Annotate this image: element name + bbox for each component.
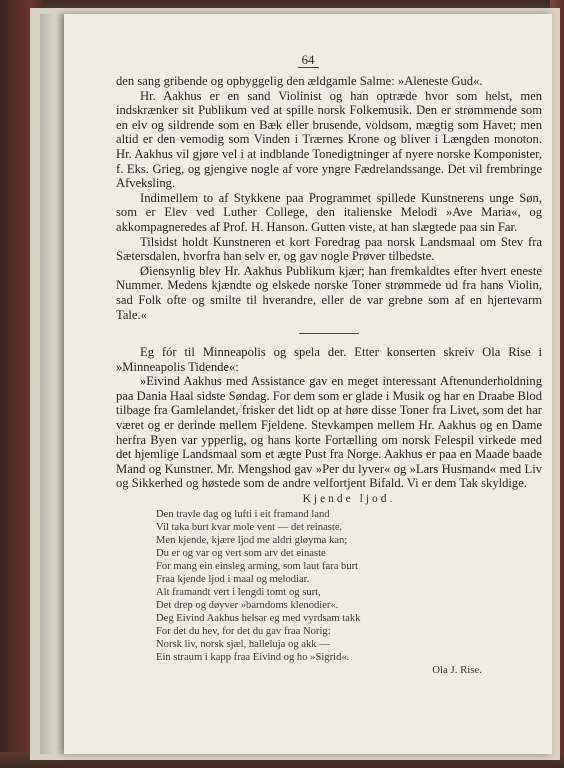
paragraph: Tilsidst holdt Kunstneren et kort Foredrag paa norsk Landsmaal om Stev fra Sætersdalen, hvorfra han selv er, og gav nogle Prøver tilbedste. xyxy=(116,234,542,264)
poem-line: Fraa kjende ljod i maal og melodiar. xyxy=(156,574,310,586)
poem-line: For det du hev, for det du gav fraa Norig: xyxy=(156,626,331,638)
page-edge-stack xyxy=(40,14,64,754)
paragraph: »Eivind Aakhus med Assistance gav en meget interessant Aftenunderholdning paa Dania Haal sidste Søndag. For dem som er glade i Musik og har en Draabe Blod tilbage fra Gamlelandet, frisker det lidt op at høre disse Toner fra Livet, som det har været og er derinde mellem Fjeldene. Stevkampen mellem Hr. Aakhus og en Dame herfra Byen var ypperlig, og hans korte Fortælling om norsk Felespil virkede med det hjemlige Landsmaal som et ægte Pust fra Norge. Aakhus er paa en Maade baade Mand og Kunstner. Mr. Mengshod gav »Per du lyver« og »Lars Husmand« med Liv og Sikkerhed og høstede som de andre velfortjent Bifald. Vi er dem Tak skyldige. xyxy=(116,374,542,491)
paragraph: den sang gribende og opbyggelig den ældgamle Salme: »Aleneste Gud«. xyxy=(116,74,483,88)
paragraph: Indimellem to af Stykkene paa Programmet spillede Kunstnerens unge Søn, som er Elev ved Luther College, den italienske Melodi »Ave Maria«, og akkompagneredes af Prof. H. Hanson. Gutten viste, at han slægtede paa sin Far. xyxy=(116,190,542,234)
poem-lines xyxy=(156,508,542,664)
poem-line: For mang ein einsleg arming, som laut fara burt xyxy=(156,561,359,573)
article-text xyxy=(116,74,542,322)
paragraph: Eg fór til Minneapolis og spela der. Etter konserten skreiv Ola Rise i »Minneapolis Tidende«: xyxy=(116,345,542,374)
poem-line: Vil taka burt kvar mole vent — det reinaste. xyxy=(156,522,343,534)
poem xyxy=(116,493,542,677)
section-divider xyxy=(299,333,359,334)
poem-signature: Ola J. Rise. xyxy=(432,664,482,677)
poem-line: Det drep og døyver »barndoms klenodier«. xyxy=(156,600,339,612)
book-page xyxy=(64,14,552,754)
poem-line: Ein straum i kapp fraa Eivind og ho »Sigrid«. xyxy=(156,652,350,664)
paragraph: Hr. Aakhus er en sand Violinist og han optræde hvor som helst, men indskrænker sit Publikum ved at spille norsk Folkemusik. Den er strømmende som en elv og sildrende som en Bæk eller brusende, voldsom, mægtig som Havet; men altid er den vemodig som Vinden i Trærnes Krone og bliver i Længden monoton. Hr. Aakhus vil gjøre vel i at indblande Tonedigtninger af nyere norske Komponister, f. Eks. Grieg, og gjengive nogle af vore yngre Fædrelandssange. Det vil frembringe Afveksling. xyxy=(116,88,542,191)
poem-line: Norsk liv, norsk sjæl, halleluja og akk — xyxy=(156,639,330,651)
poem-line: Alt framandt vert i lengdi tomt og surt, xyxy=(156,587,321,599)
poem-line: Men kjende, kjære ljod me aldri gløyma kan; xyxy=(156,535,348,547)
poem-line: Du er og var og vert som arv det einaste xyxy=(156,548,326,560)
page-body xyxy=(116,74,542,677)
poem-line: Den travle dag og lufti i eit framand land xyxy=(156,509,330,521)
poem-title: Kjende ljod. xyxy=(302,493,396,506)
poem-line: Deg Eivind Aakhus helsar eg med vyrdsam takk xyxy=(156,613,361,625)
paragraph: Øiensynlig blev Hr. Aakhus Publikum kjær; han fremkaldtes efter hvert eneste Nummer. Medens kjændte og elskede norske Toner strømmede ud fra hans Violin, sad Folk ofte og smilte til hverandre, eller de var grebne som af en hjertevarm Tale.« xyxy=(116,263,542,322)
review-text xyxy=(116,345,542,491)
page-number: 64 xyxy=(64,52,552,68)
